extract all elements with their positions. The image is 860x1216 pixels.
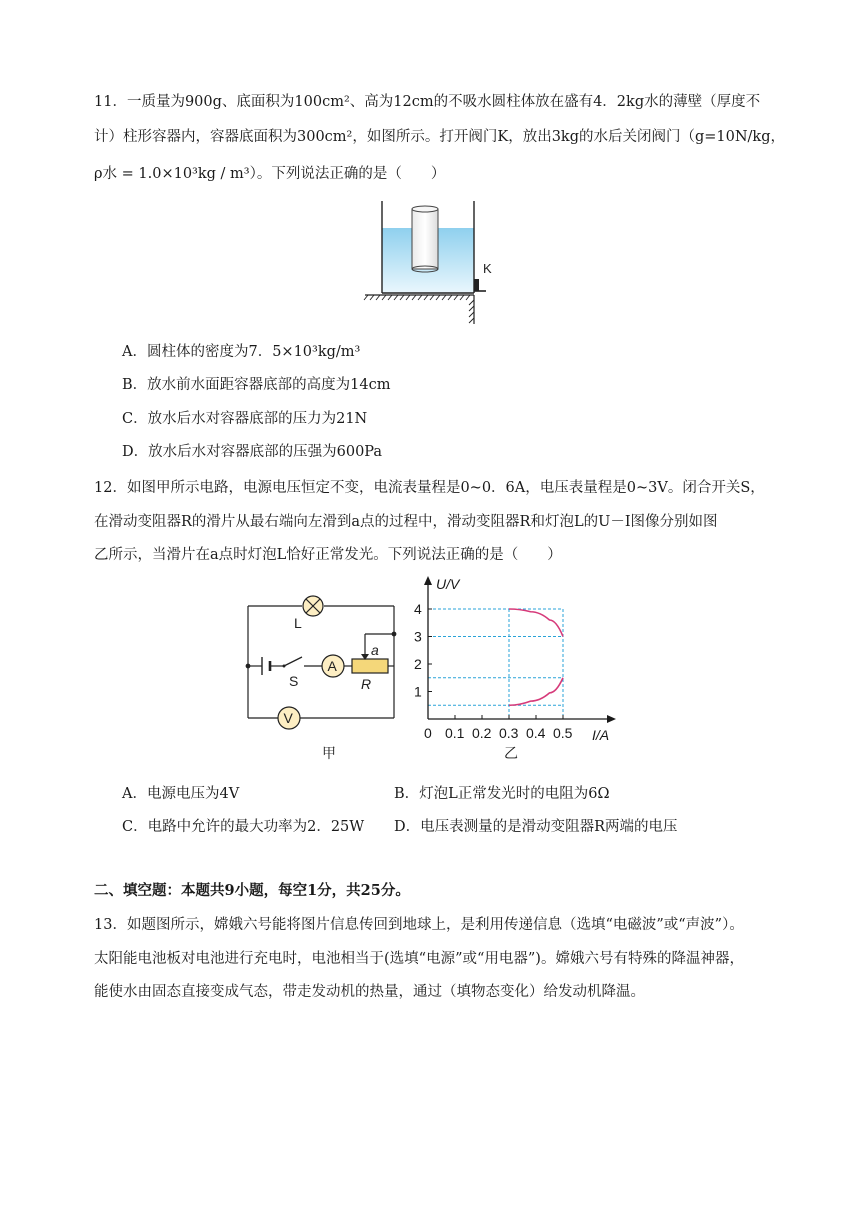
voltmeter-label: V [283,710,293,726]
q12-option-a: A．电源电压为4V [122,786,240,802]
graph-caption: 乙 [504,746,518,762]
x-tick-label-0.5: 0.5 [553,725,573,741]
y-tick-label-3: 3 [414,628,422,645]
x-axis-arrow [607,715,616,723]
y-tick-label-2: 2 [414,656,422,672]
q12-option-b: B．灯泡L正常发光时的电阻为6Ω [394,786,610,802]
q13-text-line3: 能使水由固态直接变成气态，带走发动机的热量，通过（填物态变化）给发动机降温。 [94,984,645,1000]
q12-circuit-figure [238,588,408,733]
x-axis-label: I/A [592,727,610,743]
q11-option-d: D．放水后水对容器底部的压强为600Pa [122,444,383,460]
switch-pivot [283,665,286,668]
ammeter-label: A [327,658,337,674]
q11-option-c: C．放水后水对容器底部的压力为21N [122,411,368,427]
y-axis-label: U/V [436,576,460,592]
q11-option-a: A．圆柱体的密度为7．5×10³kg/m³ [122,344,361,360]
q11-option-b: B．放水前水面距容器底部的高度为14cm [122,377,391,393]
junction-right [392,632,397,637]
q11-text-line3: ρ水 = 1.0×10³kg / m³）。下列说法正确的是（ ） [94,166,446,182]
cylinder [412,209,438,269]
q11-container-figure [360,196,510,331]
x-tick-label-0.3: 0.3 [499,725,519,741]
q13-text-line2: 太阳能电池板对电池进行充电时，电池相当于(选填“电源”或“用电器”)。嫦娥六号有特殊的降温神器， [94,951,744,967]
lamp-label: L [294,615,302,631]
q12-ui-graph [410,572,625,744]
valve-k [474,279,479,291]
q11-text-line2: 计）柱形容器内，容器底面积为300cm²，如图所示。打开阀门K，放出3kg的水后关闭阀门（g=10N/kg， [94,129,786,145]
ui-curve-upper [509,609,563,637]
rheostat-r [352,659,388,673]
q12-text-line1: 12．如图甲所示电路，电源电压恒定不变，电流表量程是0~0．6A，电压表量程是0~3V。闭合开关S， [94,480,765,496]
q12-text-line3: 乙所示，当滑片在a点时灯泡L恰好正常发光。下列说法正确的是（ ） [94,547,562,563]
y-tick-label-4: 4 [414,601,422,617]
ammeter [322,655,344,677]
y-axis-arrow [424,576,432,585]
section-heading: 二、填空题：本题共9小题，每空1分，共25分。 [94,882,410,899]
q11-text-line1: 11．一质量为900g、底面积为100cm²、高为12cm的不吸水圆柱体放在盛有4．2kg水的薄壁（厚度不 [94,94,761,110]
y-tick-label-1: 1 [414,683,422,700]
x-tick-label-0: 0 [424,725,432,741]
cylinder-top [412,206,438,212]
rheostat-label: R [361,676,372,692]
q12-text-line2: 在滑动变阻器R的滑片从最右端向左滑到a点的过程中，滑动变阻器R和灯泡L的U－I图像分别如图 [94,514,718,530]
x-tick-label-0.1: 0.1 [445,725,465,741]
switch-s [284,657,302,666]
junction-left [246,664,251,669]
x-tick-label-0.4: 0.4 [526,725,546,741]
valve-k-label: K [483,261,492,276]
ui-curve-lower [509,678,563,706]
wall-hatch [469,300,474,323]
switch-label: S [289,673,299,689]
circuit-caption: 甲 [322,746,336,762]
slider-point-a: a [371,642,379,658]
q13-text-line1: 13．如题图所示，嫦娥六号能将图片信息传回到地球上，是利用传递信息（选填“电磁波”或“声波”）。 [94,917,744,933]
q12-option-c: C．电路中允许的最大功率为2．25W [122,819,365,835]
voltmeter [278,707,300,729]
x-tick-label-0.2: 0.2 [472,725,492,741]
q12-option-d: D．电压表测量的是滑动变阻器R两端的电压 [394,819,678,835]
lamp-l [303,596,323,616]
ground-hatch [364,295,470,300]
